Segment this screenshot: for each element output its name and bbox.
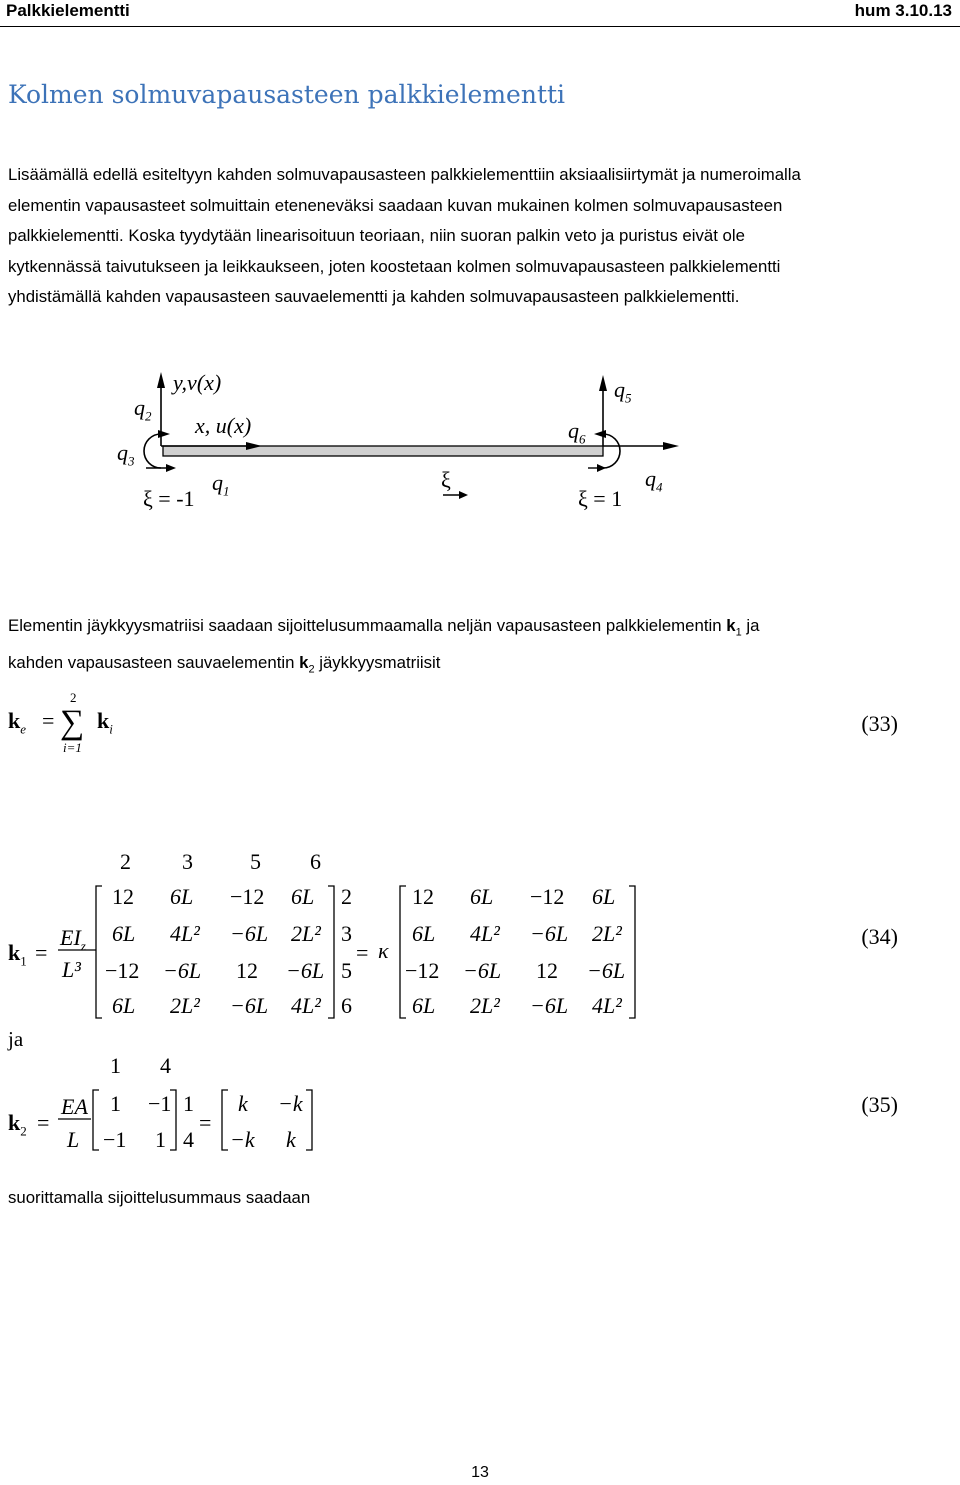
matrix-entry: −12	[530, 884, 565, 909]
q5-arrowhead	[599, 375, 607, 391]
label-xi-left: ξ = -1	[143, 486, 195, 511]
sum-upper-limit: 2	[70, 690, 77, 705]
text-line: kahden vapausasteen sauvaelementin $k_2$ jäykkyysmatriisit	[8, 652, 441, 676]
col-label: 5	[250, 849, 261, 874]
matrix-entry: −6L	[530, 993, 569, 1018]
equals-sign: =	[35, 940, 48, 965]
q1-arrowhead	[166, 464, 176, 472]
header-date: hum 3.10.13	[854, 1, 952, 20]
matrix-entry: 4L²	[291, 993, 321, 1018]
label-xi-mid: ξ	[441, 467, 451, 492]
y-axis-arrowhead	[157, 372, 165, 388]
matrix-brackets-35	[0, 1088, 960, 1158]
closing-text: suorittamalla sijoittelusummaus saadaan	[8, 1188, 311, 1207]
factor-numerator: $EI_z$	[60, 925, 86, 954]
matrix-entry: 12	[236, 958, 258, 983]
matrix-entry: k	[286, 1127, 296, 1152]
xi-mid-arrowhead	[459, 491, 468, 499]
matrix-entry: 6L	[412, 921, 436, 946]
intro-paragraph	[8, 160, 953, 313]
factor-denominator: L³	[62, 957, 81, 982]
row-label: 1	[183, 1091, 194, 1116]
stiffness-paragraph	[8, 611, 953, 685]
equation-number: (35)	[861, 1092, 898, 1117]
matrix-entry: k	[238, 1091, 248, 1116]
kappa-symbol: κ	[378, 938, 389, 963]
matrix-entry: −k	[278, 1091, 303, 1116]
matrix-entry: 6L	[470, 884, 494, 909]
ke-symbol: $k_e$	[8, 708, 27, 737]
row-label: 5	[341, 958, 352, 983]
matrix-entry: 12	[536, 958, 558, 983]
matrix-entry: 6L	[112, 993, 136, 1018]
label-y-axis: y,v(x)	[173, 370, 222, 395]
text-line: kytkennässä taivutukseen ja leikkaukseen, joten koostetaan kolmen solmuvapausasteen palkkielementti	[8, 256, 781, 276]
matrix-entry: −6L	[587, 958, 626, 983]
matrix-entry: −6L	[230, 993, 269, 1018]
matrix-entry: −1	[148, 1091, 172, 1116]
matrix-entry: 2L²	[470, 993, 500, 1018]
matrix-entry: 2L²	[170, 993, 200, 1018]
summation-sign: ∑	[60, 704, 85, 741]
text-line: Lisäämällä edellä esiteltyyn kahden solmuvapausasteen palkkielementtiin aksiaalisiirtymät ja numeroimalla	[8, 165, 801, 184]
matrix-entry: 6L	[112, 921, 136, 946]
matrix-entry: −6L	[230, 921, 269, 946]
equals-sign: =	[199, 1110, 212, 1135]
q4-arrowhead	[663, 442, 679, 450]
rotation-arrowhead-right	[594, 430, 606, 438]
rotation-arc-left	[144, 434, 161, 468]
text-line: Elementin jäykkyysmatriisi saadaan sijoittelusummaamalla neljän vapausasteen palkkielementin $k_1$ ja	[8, 616, 760, 639]
matrix-entry: 6L	[592, 884, 616, 909]
matrix-entry: −12	[105, 958, 140, 983]
label-q3: $q_3$	[117, 440, 135, 469]
row-label: 6	[341, 993, 352, 1018]
equation-number: (33)	[861, 711, 898, 736]
rotation-arc-right	[603, 434, 620, 468]
matrix-entry: 2L²	[291, 921, 321, 946]
matrix-entry: −6L	[286, 958, 325, 983]
rotation-arrowhead-left	[158, 430, 170, 438]
matrix-entry: −6L	[163, 958, 202, 983]
matrix-entry: −6L	[463, 958, 502, 983]
text-line: elementin vapausasteet solmuittain eteneneväksi saadaan kuvan mukainen kolmen solmuvapausasteen	[8, 195, 783, 215]
matrix-entry: 6L	[291, 884, 315, 909]
label-x-axis: x, u(x)	[195, 413, 252, 438]
label-xi-right: ξ = 1	[578, 486, 623, 511]
matrix-entry: −12	[230, 884, 265, 909]
matrix-entry: −12	[405, 958, 440, 983]
matrix-entry: 4L²	[470, 921, 500, 946]
factor-denominator: L	[67, 1127, 80, 1152]
row-label: 2	[341, 884, 352, 909]
equals-sign: =	[42, 708, 55, 733]
k1-symbol: $k_1$	[8, 940, 27, 969]
col-label: 4	[160, 1053, 171, 1078]
row-label: 4	[183, 1127, 194, 1152]
ki-symbol: $k_i$	[97, 708, 113, 737]
section-title: Kolmen solmuvapausasteen palkkielementti	[8, 80, 566, 109]
page-number: 13	[471, 1464, 489, 1481]
matrix-entry: 1	[110, 1091, 121, 1116]
col-label: 6	[310, 849, 321, 874]
matrix-entry: 6L	[412, 993, 436, 1018]
col-label: 1	[110, 1053, 121, 1078]
xi-right-arrowhead	[597, 464, 606, 472]
k2-symbol: $k_2$	[8, 1110, 27, 1139]
page-header	[0, 0, 960, 27]
matrix-entry: 1	[155, 1127, 166, 1152]
factor-numerator: EA	[61, 1094, 88, 1119]
matrix-entry: 2L²	[592, 921, 622, 946]
col-label: 2	[120, 849, 131, 874]
matrix-entry: −1	[103, 1127, 127, 1152]
connector-word: ja	[8, 1027, 24, 1051]
equals-sign: =	[356, 940, 369, 965]
label-q5: $q_5$	[614, 377, 632, 406]
text-line: yhdistämällä kahden vapausasteen sauvaelementti ja kahden solmuvapausasteen palkkielementti.	[8, 287, 740, 306]
matrix-entry: 4L²	[592, 993, 622, 1018]
row-label: 3	[341, 921, 352, 946]
label-q4: $q_4$	[645, 466, 663, 495]
matrix-entry: 12	[412, 884, 434, 909]
header-title: Palkkielementti	[6, 1, 130, 20]
equation-number: (34)	[861, 924, 898, 949]
text-line: palkkielementti. Koska tyydytään linearisoituun teoriaan, niin suoran palkin veto ja puristus eivät ole	[8, 226, 745, 245]
matrix-entry: 12	[112, 884, 134, 909]
sum-lower-limit: i=1	[63, 740, 82, 755]
equals-sign: =	[37, 1110, 50, 1135]
matrix-entry: −k	[230, 1127, 255, 1152]
matrix-entry: 4L²	[170, 921, 200, 946]
matrix-entry: 6L	[170, 884, 194, 909]
label-q1: $q_1$	[212, 470, 230, 499]
label-q6: $q_6$	[568, 418, 586, 447]
col-label: 3	[182, 849, 193, 874]
matrix-entry: −6L	[530, 921, 569, 946]
label-q2: $q_2$	[134, 395, 152, 424]
beam	[163, 446, 603, 456]
